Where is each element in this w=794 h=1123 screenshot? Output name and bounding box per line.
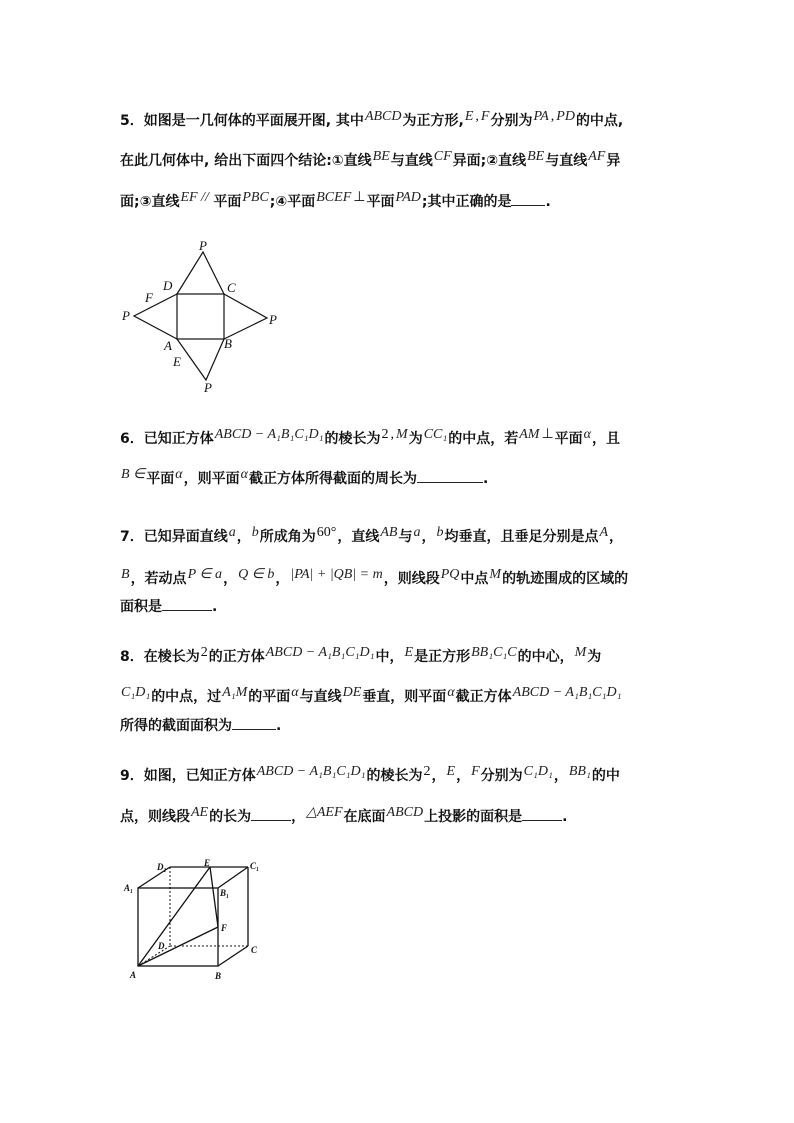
math-pa-qb-m: |PA| + |QB| = m (290, 567, 383, 582)
q8-text: 的正方体 (208, 649, 265, 665)
q9-line-2 (120, 805, 568, 827)
q6-text: 平面 (146, 471, 175, 487)
q8-text: 垂直，则平面 (362, 689, 447, 705)
label-p-top: P (199, 238, 207, 253)
q9-text: ， (291, 809, 306, 825)
math-ab: AB (380, 525, 398, 540)
label-d1: D₁ (157, 862, 167, 872)
q8-text: 为 (587, 649, 602, 665)
math-de: DE (342, 685, 362, 700)
q5-text: 为正方形, (402, 113, 464, 129)
q9-line-1 (120, 764, 620, 786)
math-ef-parallel: EF // (180, 190, 213, 205)
label-e: E (173, 354, 181, 369)
cube-front-face (138, 888, 218, 966)
math-point-b: B (121, 567, 130, 582)
q8-text: 所得的截面面积为 (120, 718, 232, 734)
q5-text: 5．如图是一几何体的平面展开图, 其中 (120, 113, 364, 129)
label-f: F (145, 290, 153, 305)
q5-text: ;其中正确的是 (421, 194, 512, 210)
q8-line-2 (120, 685, 622, 707)
perp-symbol: ⊥ (353, 190, 366, 205)
q8-line-3 (120, 717, 281, 735)
math-ae: AE (191, 805, 209, 820)
math-e: E (446, 764, 456, 779)
math-pa: PA (533, 109, 549, 124)
math-comma: , (390, 427, 395, 442)
q5-line-3 (120, 190, 551, 212)
math-alpha: α (240, 467, 248, 482)
q7-line-1 (120, 525, 624, 547)
q6-text: ，则平面 (183, 471, 240, 487)
q9-text: 的中 (591, 768, 620, 784)
math-alpha: α (583, 427, 592, 442)
label-p-bottom: P (204, 380, 212, 395)
math-a: a (228, 525, 236, 540)
math-triangle-aef: △AEF (306, 805, 343, 820)
q7-text: ，直线 (337, 529, 380, 545)
q7-text: ， (275, 571, 290, 587)
q6-line-2 (120, 467, 489, 489)
q8-text: 8．在棱长为 (120, 649, 200, 665)
math-m: M (574, 645, 587, 660)
q8-text: 是正方形 (414, 649, 471, 665)
q6-text: 平面 (554, 431, 583, 447)
q8-text: 截正方体 (455, 689, 512, 705)
math-pad: PAD (395, 190, 421, 205)
q8-text: . (276, 718, 282, 734)
math-60deg: 60° (316, 525, 337, 540)
math-e: E (404, 645, 414, 660)
label-d: D (158, 941, 165, 951)
q9-text: 的棱长为 (366, 768, 423, 784)
q5-line-2 (120, 149, 621, 171)
math-2: 2 (200, 645, 208, 660)
math-bb1: BB₁ (568, 764, 591, 779)
q9-text: 9．如图，已知正方体 (120, 768, 256, 784)
q6-text: 6．已知正方体 (120, 431, 214, 447)
label-b: B (215, 971, 222, 981)
math-be: BE (527, 149, 545, 164)
math-comma: , (550, 109, 555, 124)
q8-text: 的平面 (248, 689, 291, 705)
q5-text: 的中点, (575, 113, 624, 129)
label-f: F (221, 923, 228, 933)
math-bcef: BCEF (316, 190, 352, 205)
q5-text: 面;③直线 (120, 194, 180, 210)
q8-line-1 (120, 645, 602, 667)
answer-blank[interactable] (511, 193, 545, 206)
math-c1d1: C₁D₁ (121, 685, 151, 700)
math-b-in: B ∈ (121, 467, 146, 482)
math-cf: CF (433, 149, 452, 164)
perp-symbol: ⊥ (541, 427, 554, 442)
answer-blank[interactable] (251, 808, 291, 821)
math-m: M (489, 567, 502, 582)
q6-text: ，且 (592, 431, 621, 447)
math-f: F (471, 764, 480, 779)
math-q-in-b: Q ∈ b (238, 567, 275, 582)
math-cc1: CC₁ (423, 427, 448, 442)
q7-text: ， (223, 571, 238, 587)
q5-text: 异面;②直线 (452, 153, 527, 169)
q7-text: 的轨迹围成的区域的 (502, 571, 629, 587)
q7-text: ， (421, 529, 436, 545)
q9-text: ， (431, 768, 446, 784)
math-b: b (436, 525, 444, 540)
q9-text: 上投影的面积是 (424, 809, 523, 825)
q9-text: . (562, 809, 568, 825)
q7-text: ， (609, 529, 624, 545)
math-a: a (413, 525, 421, 540)
math-alpha: α (291, 685, 299, 700)
label-p-right: P (269, 312, 277, 327)
q9-text: 分别为 (480, 768, 523, 784)
answer-blank[interactable] (522, 808, 562, 821)
q6-text: 为 (408, 431, 423, 447)
math-alpha: α (447, 685, 455, 700)
math-2: 2 (381, 427, 389, 442)
segment-e-a (138, 867, 210, 966)
math-abcd: ABCD (364, 109, 402, 124)
q7-text: ， (236, 529, 251, 545)
q5-text: 与直线 (545, 153, 588, 169)
q7-text: 均垂直，且垂足分别是点 (444, 529, 599, 545)
math-2: 2 (423, 764, 431, 779)
math-cube: ABCD − A₁B₁C₁D₁ (512, 685, 622, 700)
q7-text: 7．已知异面直线 (120, 529, 228, 545)
answer-blank[interactable] (162, 598, 212, 611)
q7-text: ，则线段 (383, 571, 440, 587)
q7-line-2 (120, 567, 629, 589)
q9-text: 的长为 (209, 809, 252, 825)
square-abcd (177, 294, 224, 339)
q8-text: 的中心， (517, 649, 574, 665)
math-af: AF (588, 149, 606, 164)
q7-text: 中点 (460, 571, 489, 587)
math-cube: ABCD − A₁B₁C₁D₁ (265, 645, 375, 660)
label-d: D (163, 278, 173, 293)
q5-text: 分别为 (490, 113, 533, 129)
triangle-left (134, 294, 177, 339)
edge-b-c (218, 946, 248, 966)
math-f: F (480, 109, 490, 124)
segment-e-f (210, 867, 218, 927)
triangle-bottom (177, 339, 224, 380)
q5-text: 与直线 (390, 153, 433, 169)
q5-text: 平面 (366, 194, 395, 210)
math-b: b (251, 525, 259, 540)
label-b1: B₁ (220, 888, 230, 898)
q6-line-1 (120, 427, 621, 449)
math-e: E (464, 109, 474, 124)
label-a1: A₁ (124, 883, 134, 893)
math-pq: PQ (440, 567, 460, 582)
q6-text: 的中点，若 (448, 431, 519, 447)
q5-line-1 (120, 109, 624, 131)
math-a1m: A₁M (222, 685, 248, 700)
hidden-edge-a-d (138, 946, 170, 966)
q5-text: ;④平面 (269, 194, 316, 210)
q5-text: 平面 (213, 194, 242, 210)
math-pd: PD (556, 109, 575, 124)
q8-text: 与直线 (299, 689, 342, 705)
label-c: C (251, 945, 258, 955)
q7-text: 面积是 (120, 599, 162, 615)
q7-text: . (212, 599, 218, 615)
label-a: A (164, 338, 172, 353)
math-cube: ABCD − A₁B₁C₁D₁ (214, 427, 324, 442)
q5-text: 异 (606, 153, 621, 169)
answer-blank[interactable] (417, 470, 483, 483)
math-m: M (396, 427, 408, 442)
math-alpha: α (175, 467, 183, 482)
q6-text: . (482, 471, 489, 487)
q7-text: 与 (398, 529, 413, 545)
label-c1: C₁ (250, 861, 260, 871)
math-abcd: ABCD (386, 805, 424, 820)
q7-text: ，若动点 (130, 571, 187, 587)
q5-text: . (545, 194, 551, 210)
math-be: BE (372, 149, 390, 164)
triangle-right (224, 294, 267, 339)
math-pbc: PBC (242, 190, 269, 205)
math-p-in-a: P ∈ a (187, 567, 223, 582)
q7-text: 所成角为 (259, 529, 316, 545)
math-am: AM (519, 427, 540, 442)
math-c1d1: C₁D₁ (523, 764, 553, 779)
q6-text: 的棱长为 (324, 431, 381, 447)
math-bb1c1c: BB₁C₁C (471, 645, 517, 660)
q5-text: 在此几何体中, 给出下面四个结论:①直线 (120, 153, 372, 169)
label-e: E (204, 858, 211, 868)
q9-cube-figure (120, 856, 270, 986)
q6-text: 截正方体所得截面的周长为 (248, 471, 417, 487)
label-a: A (130, 970, 137, 980)
answer-blank[interactable] (232, 717, 276, 730)
q8-text: 中， (375, 649, 404, 665)
label-c: C (227, 280, 236, 295)
q5-net-figure (120, 238, 290, 398)
math-comma: , (475, 109, 479, 124)
triangle-top (177, 252, 224, 294)
q8-text: 的中点，过 (151, 689, 222, 705)
q7-line-3 (120, 598, 217, 616)
math-cube: ABCD − A₁B₁C₁D₁ (256, 764, 366, 779)
label-b: B (224, 336, 232, 351)
q9-text: ， (553, 768, 568, 784)
label-p-left: P (122, 308, 130, 323)
edge-b1-c1 (218, 867, 248, 888)
q9-text: 点，则线段 (120, 809, 190, 825)
q9-text: ， (456, 768, 471, 784)
math-point-a: A (599, 525, 609, 540)
q9-text: 在底面 (343, 809, 386, 825)
